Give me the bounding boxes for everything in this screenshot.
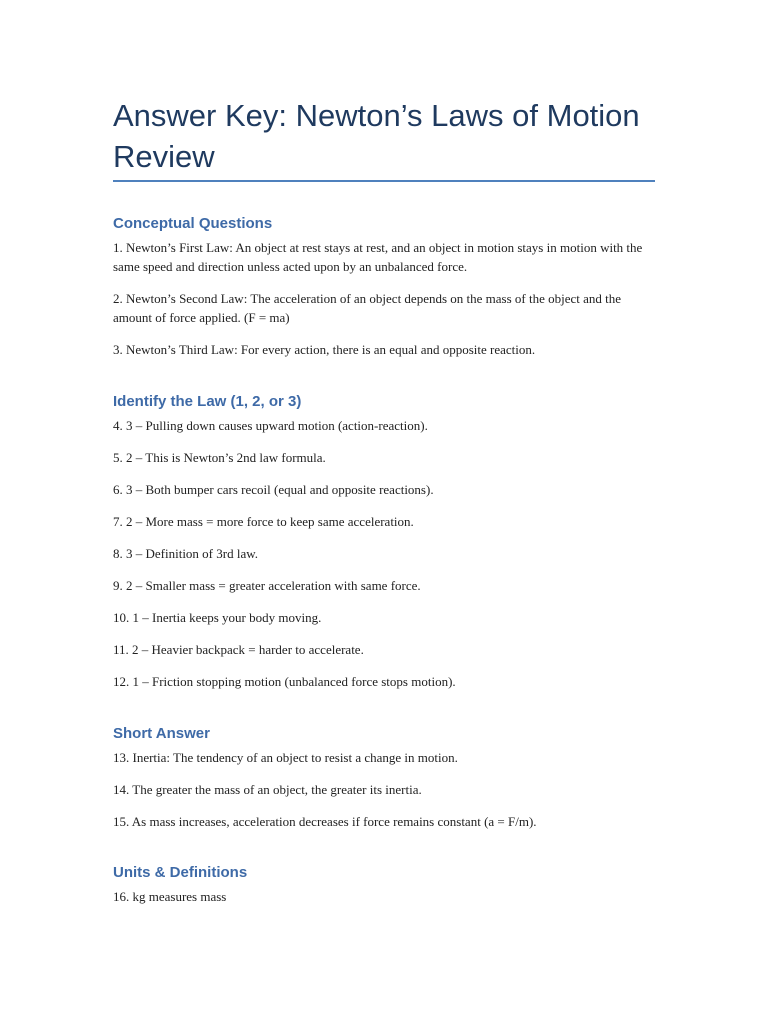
- section-units-definitions: [113, 863, 655, 906]
- answer-item: 2. Newton’s Second Law: The acceleration of an object depends on the mass of the object and the amount of force applied. (F = ma): [113, 291, 622, 325]
- answer-item: 16. kg measures mass: [113, 889, 227, 904]
- answer-item: 3. Newton’s Third Law: For every action, there is an equal and opposite reaction.: [113, 342, 536, 357]
- section-heading: Identify the Law (1, 2, or 3): [113, 393, 302, 410]
- answer-item: 14. The greater the mass of an object, the greater its inertia.: [113, 782, 422, 797]
- answer-item: 11. 2 – Heavier backpack = harder to accelerate.: [113, 642, 364, 657]
- section-heading: Units & Definitions: [113, 864, 248, 881]
- section-conceptual-questions: [113, 214, 655, 359]
- title-divider: [113, 180, 655, 182]
- answer-item: 7. 2 – More mass = more force to keep same acceleration.: [113, 514, 414, 529]
- answer-item: 9. 2 – Smaller mass = greater acceleration with same force.: [113, 578, 421, 593]
- answer-item: 10. 1 – Inertia keeps your body moving.: [113, 610, 322, 625]
- answer-item: 13. Inertia: The tendency of an object to resist a change in motion.: [113, 750, 458, 765]
- answer-item: 5. 2 – This is Newton’s 2nd law formula.: [113, 450, 326, 465]
- section-short-answer: [113, 724, 655, 831]
- answer-item: 6. 3 – Both bumper cars recoil (equal and opposite reactions).: [113, 482, 434, 497]
- answer-item: 4. 3 – Pulling down causes upward motion (action-reaction).: [113, 418, 428, 433]
- answer-item: 1. Newton’s First Law: An object at rest stays at rest, and an object in motion stays in motion with the same speed and direction unless acted upon by an unbalanced force.: [113, 240, 643, 274]
- section-heading: Conceptual Questions: [113, 215, 273, 232]
- answer-item: 12. 1 – Friction stopping motion (unbalanced force stops motion).: [113, 674, 456, 689]
- document-title: Answer Key: Newton’s Laws of Motion Review: [113, 98, 640, 174]
- section-heading: Short Answer: [113, 725, 210, 742]
- answer-item: 15. As mass increases, acceleration decreases if force remains constant (a = F/m).: [113, 814, 537, 829]
- answer-item: 8. 3 – Definition of 3rd law.: [113, 546, 259, 561]
- section-identify-the-law: [113, 392, 655, 704]
